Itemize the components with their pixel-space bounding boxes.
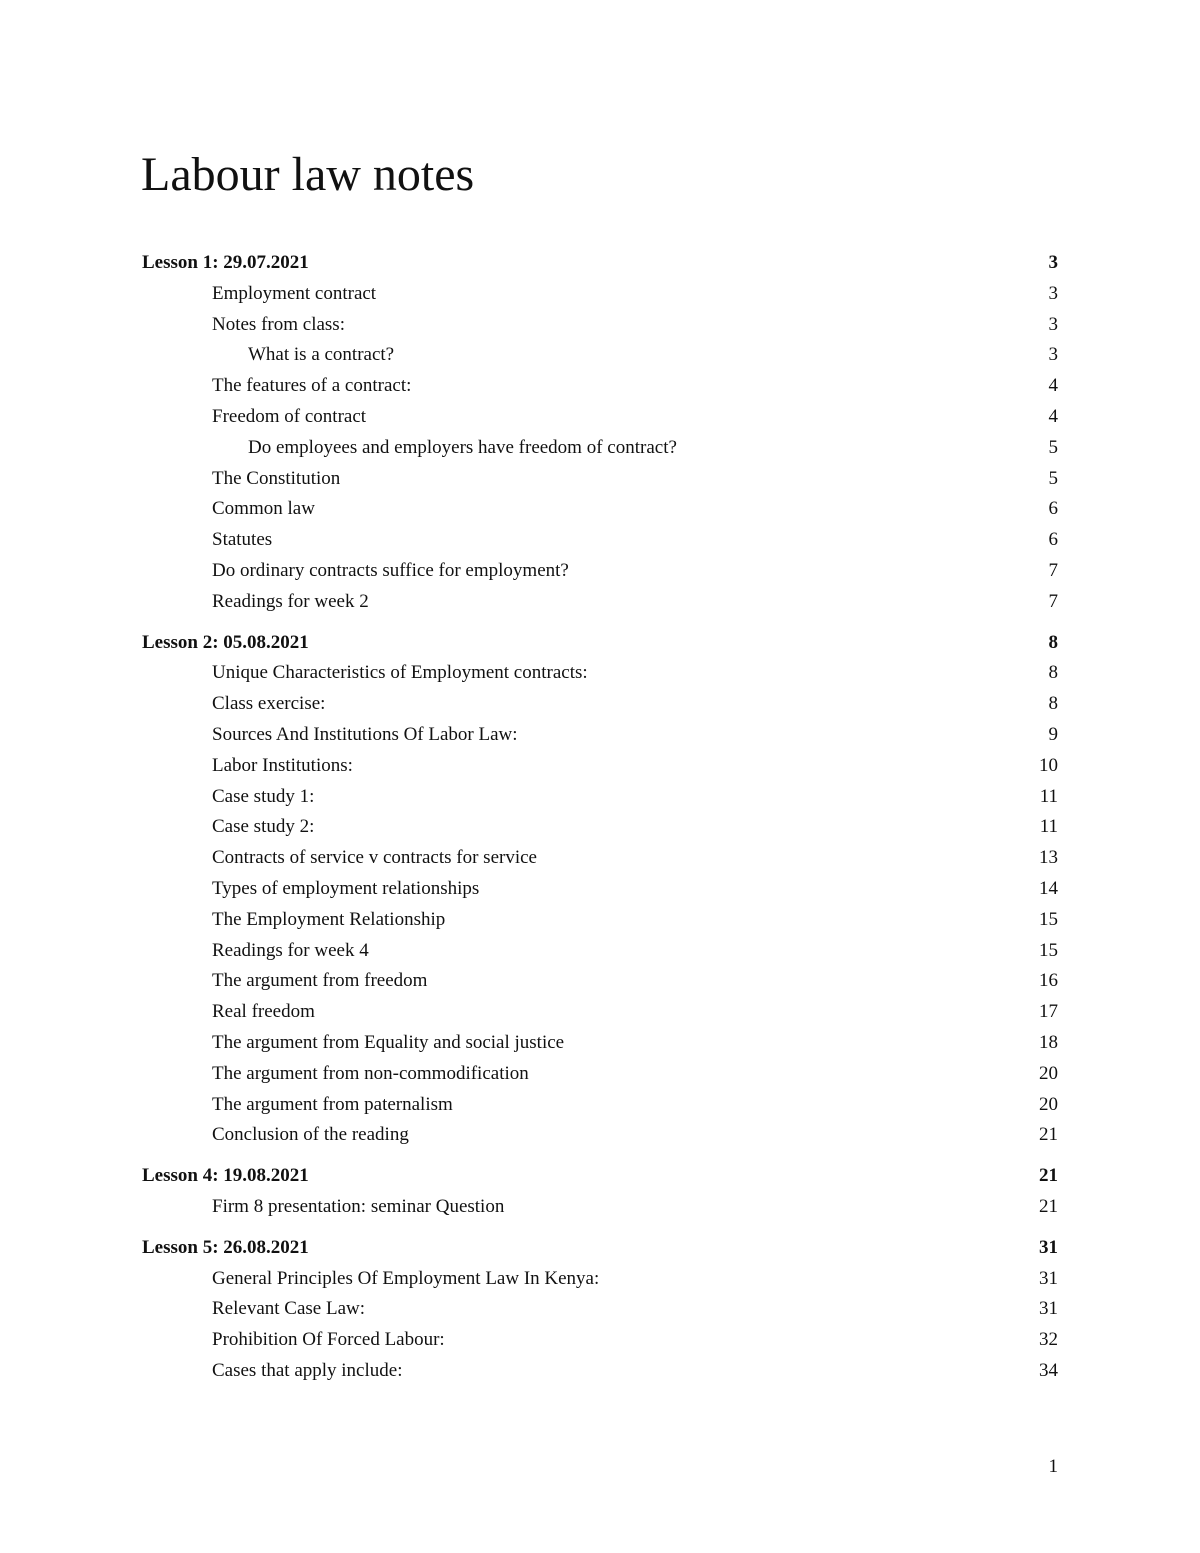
toc-entry-page: 5 xyxy=(1048,436,1058,458)
toc-entry-link[interactable] xyxy=(142,1192,1058,1223)
toc-entry-page: 6 xyxy=(1048,529,1058,551)
toc-entry-link[interactable] xyxy=(142,525,1058,556)
toc-entry-label: Unique Characteristics of Employment contracts: xyxy=(212,662,588,684)
toc-entry-link[interactable] xyxy=(142,936,1058,967)
toc-entry-page: 5 xyxy=(1048,467,1058,489)
toc-entry-page: 3 xyxy=(1048,344,1058,366)
toc-entry-link[interactable] xyxy=(142,402,1058,433)
toc-entry-link[interactable] xyxy=(142,587,1058,618)
toc-entry-link[interactable] xyxy=(142,658,1058,689)
toc-entry-link[interactable] xyxy=(142,340,1058,371)
toc-entry-page: 14 xyxy=(1039,877,1058,899)
toc-entry-label: Sources And Institutions Of Labor Law: xyxy=(212,723,518,745)
toc-section xyxy=(142,1161,1058,1223)
toc-entry-page: 16 xyxy=(1039,970,1058,992)
toc-entry-label: Readings for week 4 xyxy=(212,939,369,961)
toc-entry-label: The features of a contract: xyxy=(212,375,412,397)
toc-entry-label: Prohibition Of Forced Labour: xyxy=(212,1329,445,1351)
toc-entry-label: Notes from class: xyxy=(212,313,345,335)
toc-entry-page: 9 xyxy=(1048,723,1058,745)
toc-entry-label: The argument from non-commodification xyxy=(212,1062,529,1084)
toc-heading-label: Lesson 2: 05.08.2021 xyxy=(142,631,309,653)
toc-entry-label: What is a contract? xyxy=(248,344,395,366)
toc-entry-page: 11 xyxy=(1039,785,1058,807)
toc-entry-link[interactable] xyxy=(142,843,1058,874)
toc-entry-link[interactable] xyxy=(142,433,1058,464)
toc-entry-label: Conclusion of the reading xyxy=(212,1124,409,1146)
toc-entry-page: 32 xyxy=(1039,1329,1058,1351)
toc-entry-label: Common law xyxy=(212,498,315,520)
toc-heading-label: Lesson 4: 19.08.2021 xyxy=(142,1165,309,1187)
toc-entry-page: 17 xyxy=(1039,1001,1058,1023)
toc-entry-label: Case study 2: xyxy=(212,816,315,838)
toc-entry-label: The argument from Equality and social justice xyxy=(212,1031,565,1053)
toc-heading-page: 3 xyxy=(1048,252,1058,273)
toc-entry-label: Do ordinary contracts suffice for employment? xyxy=(212,559,569,581)
toc-entry-page: 6 xyxy=(1048,498,1058,520)
toc-entry-page: 15 xyxy=(1039,939,1058,961)
toc-entry-page: 31 xyxy=(1039,1267,1058,1289)
toc-entry-label: General Principles Of Employment Law In Kenya: xyxy=(212,1267,600,1289)
toc-heading-link[interactable] xyxy=(142,1233,1058,1264)
toc-entry-page: 20 xyxy=(1039,1062,1058,1084)
toc-section xyxy=(142,248,1058,618)
toc-entry-label: Firm 8 presentation: seminar Question xyxy=(212,1195,505,1217)
toc-entry-link[interactable] xyxy=(142,1356,1058,1387)
toc-heading-label: Lesson 5: 26.08.2021 xyxy=(142,1236,309,1258)
toc-entry-link[interactable] xyxy=(142,751,1058,782)
toc-entry-page: 21 xyxy=(1039,1195,1058,1217)
toc-entry-page: 8 xyxy=(1048,662,1058,684)
toc-entry-page: 20 xyxy=(1039,1093,1058,1115)
toc-heading-link[interactable] xyxy=(142,628,1058,659)
toc-entry-label: The argument from freedom xyxy=(212,970,428,992)
toc-entry-page: 31 xyxy=(1039,1298,1058,1320)
toc-entry-label: Freedom of contract xyxy=(212,405,367,427)
toc-entry-label: Case study 1: xyxy=(212,785,315,807)
toc-entry-link[interactable] xyxy=(142,371,1058,402)
toc-heading-page: 31 xyxy=(1039,1236,1058,1258)
toc-entry-link[interactable] xyxy=(142,556,1058,587)
document-title: Labour law notes xyxy=(141,148,475,201)
toc-entry-page: 3 xyxy=(1048,313,1058,335)
toc-heading-page: 21 xyxy=(1039,1165,1058,1187)
toc-entry-link[interactable] xyxy=(142,279,1058,310)
toc-entry-page: 21 xyxy=(1039,1124,1058,1146)
toc-entry-link[interactable] xyxy=(142,997,1058,1028)
toc-entry-label: Readings for week 2 xyxy=(212,590,369,612)
toc-entry-label: Class exercise: xyxy=(212,693,326,715)
toc-entry-link[interactable] xyxy=(142,905,1058,936)
toc-entry-page: 8 xyxy=(1048,693,1058,715)
toc-entry-label: The argument from paternalism xyxy=(212,1093,453,1115)
toc-heading-page: 8 xyxy=(1048,631,1058,653)
toc-entry-page: 13 xyxy=(1039,847,1058,869)
page-number: 1 xyxy=(1048,1456,1058,1477)
toc-entry-link[interactable] xyxy=(142,494,1058,525)
toc-entry-label: The Constitution xyxy=(212,467,341,489)
toc-entry-link[interactable] xyxy=(142,1325,1058,1356)
toc-entry-link[interactable] xyxy=(142,464,1058,495)
toc-entry-page: 11 xyxy=(1039,816,1058,838)
toc-entry-label: Real freedom xyxy=(212,1001,315,1023)
toc-entry-link[interactable] xyxy=(142,1059,1058,1090)
toc-entry-label: Labor Institutions: xyxy=(212,754,353,776)
toc-entry-page: 34 xyxy=(1039,1359,1058,1381)
toc-entry-page: 7 xyxy=(1048,590,1058,612)
toc-entry-label: Do employees and employers have freedom of contract? xyxy=(248,436,677,458)
toc-entry-label: Statutes xyxy=(212,529,273,551)
toc-section xyxy=(142,1233,1058,1387)
toc-entry-link[interactable] xyxy=(142,310,1058,341)
toc-entry-link[interactable] xyxy=(142,782,1058,813)
toc-entry-link[interactable] xyxy=(142,812,1058,843)
toc-entry-link[interactable] xyxy=(142,720,1058,751)
toc-entry-label: Contracts of service v contracts for service xyxy=(212,847,537,869)
toc-section xyxy=(142,628,1058,1152)
toc-entry-page: 7 xyxy=(1048,559,1058,581)
toc-entry-label: Relevant Case Law: xyxy=(212,1298,366,1320)
toc-entry-label: Types of employment relationships xyxy=(212,877,480,899)
toc-entry-link[interactable] xyxy=(142,874,1058,905)
toc-entry-page: 4 xyxy=(1048,405,1058,427)
toc-entry-page: 15 xyxy=(1039,908,1058,930)
toc-entry-link[interactable] xyxy=(142,966,1058,997)
toc-entry-link[interactable] xyxy=(142,1028,1058,1059)
toc-entry-page: 10 xyxy=(1039,754,1058,776)
toc-entry-label: Employment contract xyxy=(212,282,377,304)
toc-entry-link[interactable] xyxy=(142,1264,1058,1295)
toc-heading-link[interactable] xyxy=(142,248,1058,279)
toc-entry-page: 3 xyxy=(1048,282,1058,304)
toc-heading-label: Lesson 1: 29.07.2021 xyxy=(142,252,309,273)
toc-entry-label: The Employment Relationship xyxy=(212,908,446,930)
toc-entry-link[interactable] xyxy=(142,1120,1058,1151)
toc-entry-page: 4 xyxy=(1048,375,1058,397)
toc-entry-link[interactable] xyxy=(142,1090,1058,1121)
toc-heading-link[interactable] xyxy=(142,1161,1058,1192)
toc-entry-link[interactable] xyxy=(142,1294,1058,1325)
toc-entry-page: 18 xyxy=(1039,1031,1058,1053)
toc-entry-link[interactable] xyxy=(142,689,1058,720)
table-of-contents xyxy=(142,248,1058,1397)
toc-entry-label: Cases that apply include: xyxy=(212,1359,403,1381)
